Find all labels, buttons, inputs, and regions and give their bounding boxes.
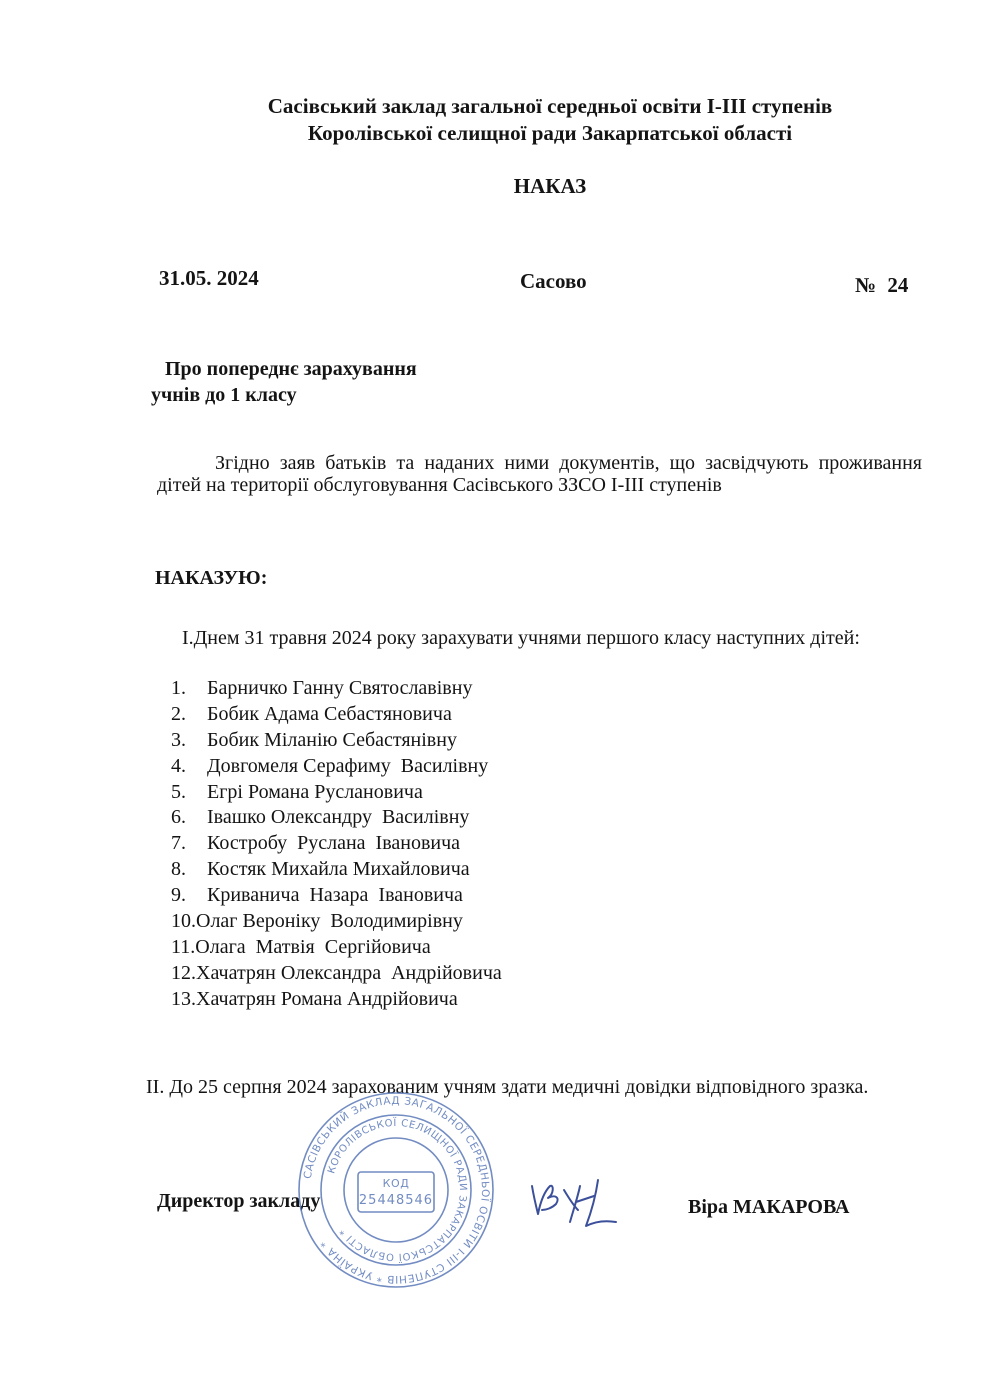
signatory-title: Директор закладу: [157, 1190, 321, 1212]
list-item: 9. Криванича Назара Івановича: [171, 884, 463, 907]
list-item: 6. Івашко Олександру Василівну: [171, 806, 470, 829]
list-item: 1. Барничко Ганну Святославівну: [171, 677, 473, 699]
document-date: 31.05. 2024: [159, 266, 259, 290]
list-item: 12.Хачатрян Олександра Андрійовича: [171, 961, 502, 984]
order-heading: НАКАЗУЮ:: [155, 567, 268, 589]
handwritten-signature: [520, 1166, 630, 1236]
preamble-paragraph: Згідно заяв батьків та наданих ними документів, що засвідчують проживання дітей на території обслуговування Сасівського ЗЗСО І-ІІІ ступенів: [157, 452, 922, 496]
stamp-inner-ring: [344, 1138, 448, 1242]
subject-line-1: Про попереднє зарахування: [165, 358, 417, 380]
section-2: ІІ. До 25 серпня 2024 зарахованим учням здати медичні довідки відповідного зразка.: [146, 1076, 869, 1098]
section-1-intro: І.Днем 31 травня 2024 року зарахувати учнями першого класу наступних дітей:: [182, 627, 860, 649]
list-item: 7. Костробу Руслана Івановича: [171, 832, 461, 855]
list-item: 4. Довгомеля Серафиму Василівну: [171, 754, 489, 777]
list-item: 5. Егрі Романа Руслановича: [171, 780, 423, 803]
document-place: Сасово: [520, 269, 587, 293]
signatory-name: Віра МАКАРОВА: [688, 1196, 850, 1218]
list-item: 13.Хачатрян Романа Андрійовича: [171, 987, 458, 1010]
stamp-code: 25448546: [358, 1193, 434, 1208]
list-item: 3. Бобик Міланію Себастянівну: [171, 728, 457, 751]
student-list: [171, 676, 502, 1013]
list-item: 11.Олага Матвія Сергійовича: [171, 935, 431, 958]
stamp-outer-text: САСІВСЬКИЙ ЗАКЛАД ЗАГАЛЬНОЇ СЕРЕДНЬОЇ ОСВІТИ І-ІІІ СТУПЕНІВ * УКРАЇНА *: [301, 1094, 492, 1286]
list-item: 10.Олаг Вероніку Володимирівну: [171, 910, 463, 933]
document-type: НАКАЗ: [513, 174, 587, 198]
institution-header: [180, 93, 920, 147]
institution-council: Королівської селищної ради Закарпатської області: [307, 121, 793, 145]
order-subject: [151, 356, 417, 408]
list-item: 8. Костяк Михайла Михайловича: [171, 858, 470, 881]
subject-line-2: учнів до 1 класу: [151, 384, 297, 406]
official-stamp: [296, 1090, 496, 1290]
stamp-code-label: КОД: [382, 1177, 410, 1190]
section-1: [150, 627, 930, 649]
list-item: 2. Бобик Адама Себастяновича: [171, 702, 452, 725]
stamp-inner-text: КОРОЛІВСЬКОЇ СЕЛИЩНОЇ РАДИ ЗАКАРПАТСЬКОЇ ОБЛАСТІ *: [326, 1117, 469, 1263]
document-number: № 24: [855, 273, 909, 297]
institution-name: Сасівський заклад загальної середньої освіти І-ІІІ ступенів: [267, 94, 833, 118]
